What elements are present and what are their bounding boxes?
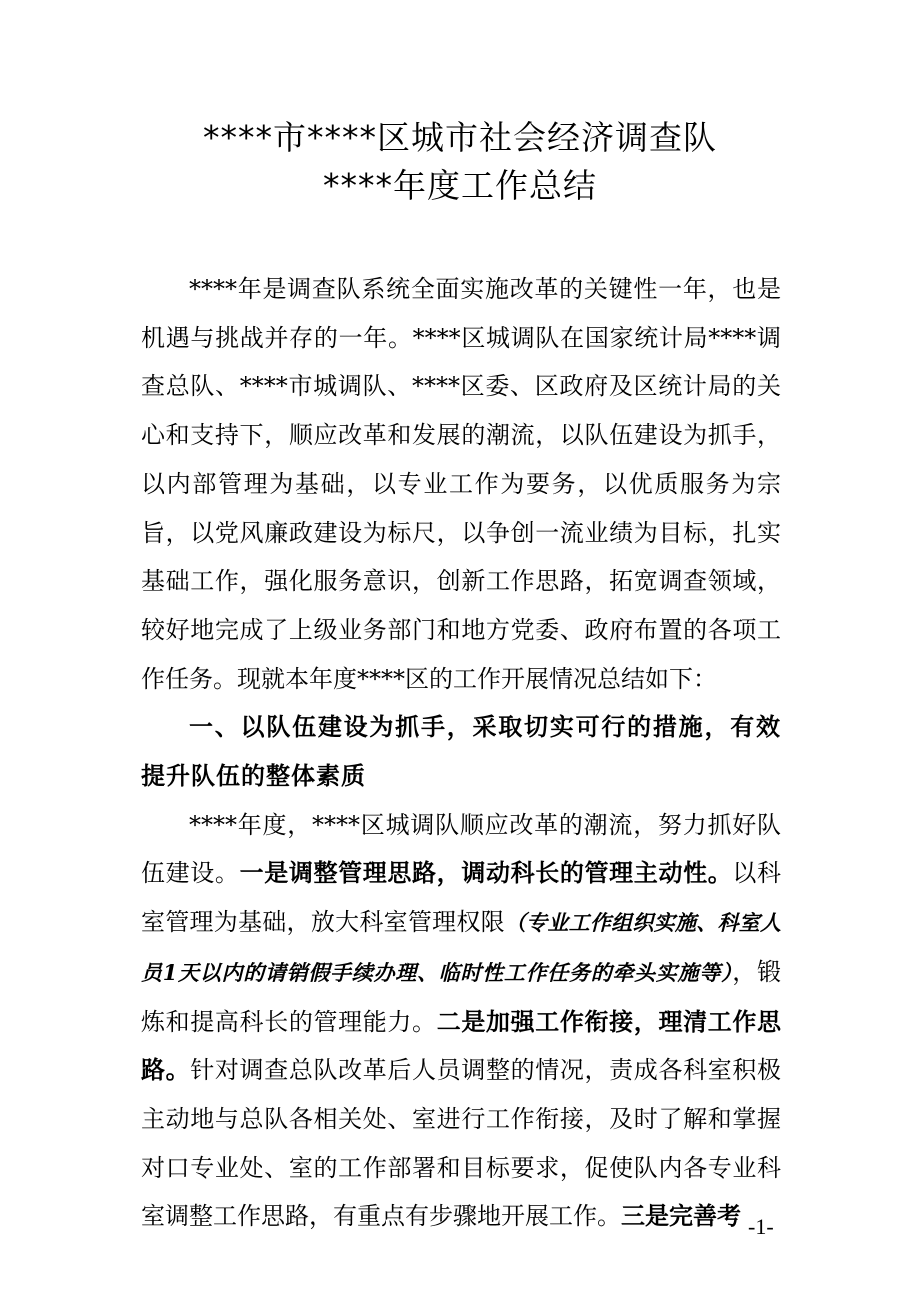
paragraph-text: ，锻炼和提高科长的管理能力。 [141, 957, 782, 1036]
page-number: -1- [748, 1214, 774, 1239]
intro-paragraph: ****年是调查队系统全面实施改革的关键性一年，也是机遇与挑战并存的一年。****区城调队在国家统计局****调查总队、****市城调队、****区委、区政府及区统计局的关心和支持下，顺应改革和发展的潮流，以队伍建设为抓手，以内部管理为基础，以专业工作为要务，以优质服务为宗旨，以党风廉政建设为标尺，以争创一流业绩为目标，扎实基础工作，强化服务意识，创新工作思路，拓宽调查领域，较好地完成了上级业务部门和地方党委、政府布置的各项工作任务。现就本年度****区的工作开展情况总结如下： [141, 275, 781, 693]
document-title-line1: ****市****区城市社会经济调查队 [203, 118, 717, 157]
bold-point-2: 二是加强工作衔接，理清工作思路。 [141, 1007, 782, 1085]
paragraph-text: 以科室管理为基础，放大科室管理权限 [141, 859, 782, 937]
section-paragraph [141, 801, 781, 1241]
document-title-line2: ****年度工作总结 [323, 166, 597, 205]
paragraph-text: ****年度，****区城调队顺应改革的潮流，努力抓好队伍建设。 [141, 810, 781, 888]
bold-point-3: 三是完善考 [621, 1202, 741, 1231]
section-heading: 一、以队伍建设为抓手，采取切实可行的措施，有效提升队伍的整体素质 [141, 713, 781, 791]
document-body [141, 265, 781, 1241]
bold-point-1: 一是调整管理思路，调动科长的管理主动性。 [239, 859, 733, 888]
italic-note: （专业工作组织实施、科室人员1天以内的请销假手续办理、临时性工作任务的牵头实施等） [141, 910, 782, 985]
paragraph-text: 针对调查总队改革后人员调整的情况，责成各科室积极主动地与总队各相关处、室进行工作衔接，及时了解和掌握对口专业处、室的工作部署和目标要求，促使队内各专业科室调整工作思路，有重点有步骤地开展工作。 [141, 1056, 781, 1231]
